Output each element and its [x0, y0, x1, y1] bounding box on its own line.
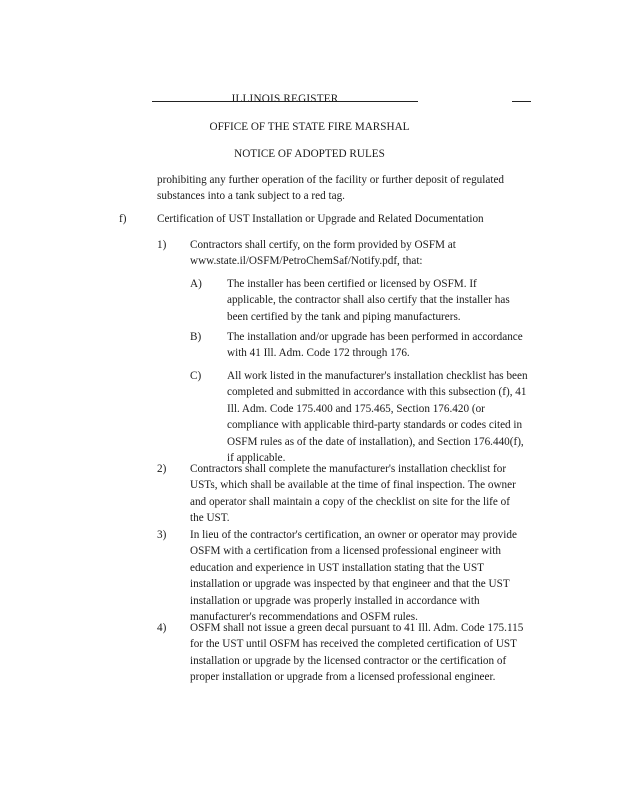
item-2-line: the UST.	[190, 512, 230, 525]
item-3-line: installation or upgrade was inspected by that engineer and that the UST	[190, 578, 510, 591]
item-3-line: installation or upgrade was properly installed in accordance with	[190, 594, 480, 607]
item-1c-line: All work listed in the manufacturer's installation checklist has been	[227, 370, 528, 382]
item-4-line: installation or upgrade by the licensed contractor or the certification of	[190, 654, 507, 667]
page-number-rule	[512, 101, 531, 102]
item-1c-line: compliance with applicable third-party standards or codes cited in	[227, 419, 523, 432]
item-1-line: www.state.il/OSFM/PetroChemSaf/Notify.pdf, that:	[190, 255, 423, 268]
item-3-line: In lieu of the contractor's certification, an owner or operator may provide	[190, 529, 517, 541]
item-1a-line: The installer has been certified or licensed by OSFM. If	[227, 278, 477, 290]
item-4-line: proper installation or upgrade from a licensed professional engineer.	[190, 671, 496, 684]
item-4-line: OSFM shall not issue a green decal pursuant to 41 Ill. Adm. Code 175.115	[190, 622, 524, 634]
notice-title: NOTICE OF ADOPTED RULES	[234, 148, 385, 160]
item-1a-line: applicable, the contractor shall also certify that the installer has	[227, 294, 510, 307]
office-title: OFFICE OF THE STATE FIRE MARSHAL	[209, 121, 410, 133]
item-1c-line: if applicable.	[227, 452, 286, 465]
item-4-line: for the UST until OSFM has received the completed certification of UST	[190, 638, 517, 651]
item-1c-label: C)	[190, 370, 202, 382]
item-1b-line: The installation and/or upgrade has been performed in accordance	[227, 331, 523, 343]
item-3-label: 3)	[157, 529, 167, 541]
item-1c-text	[227, 368, 528, 466]
item-3-line: education and experience in UST installation stating that the UST	[190, 561, 485, 574]
item-4-label: 4)	[157, 622, 167, 634]
item-1b-label: B)	[190, 331, 202, 343]
item-1c-line: Ill. Adm. Code 175.400 and 175.465, Section 176.420 (or	[227, 402, 485, 415]
item-1a-line: been certified by the tank and piping manufacturers.	[227, 310, 461, 323]
item-1b-line: with 41 Ill. Adm. Code 172 through 176.	[227, 347, 410, 360]
item-1c-line: completed and submitted in accordance with this subsection (f), 41	[227, 386, 527, 399]
section-f-title: Certification of UST Installation or Upgrade and Related Documentation	[157, 213, 484, 225]
item-1a-label: A)	[190, 278, 202, 290]
item-1b-text	[227, 329, 523, 362]
item-3-line: OSFM with a certification from a licensed professional engineer with	[190, 545, 501, 558]
register-title: ILLINOIS REGISTER	[231, 93, 339, 105]
item-2-line: Contractors shall complete the manufacturer's installation checklist for	[190, 463, 507, 475]
item-1a-text	[227, 276, 510, 325]
section-f-label: f)	[119, 213, 127, 225]
item-1-text	[190, 237, 456, 270]
item-4-text	[190, 620, 523, 686]
item-3-text	[190, 527, 517, 625]
header-rule	[152, 101, 418, 102]
item-1c-line: OSFM rules as of the date of installation), and Section 176.440(f),	[227, 435, 524, 448]
item-2-label: 2)	[157, 463, 167, 475]
intro-line: prohibiting any further operation of the facility or further deposit of regulated	[157, 174, 505, 186]
item-1-line: Contractors shall certify, on the form provided by OSFM at	[190, 239, 456, 251]
item-2-text	[190, 461, 516, 527]
item-3-line: manufacturer's recommendations and OSFM rules.	[190, 611, 418, 624]
item-1-label: 1)	[157, 239, 167, 251]
intro-line: substances into a tank subject to a red tag.	[157, 190, 345, 203]
intro-paragraph	[157, 172, 504, 205]
item-2-line: USTs, which shall be available at the time of final inspection. The owner	[190, 479, 516, 492]
item-2-line: and operator shall maintain a copy of the checklist on site for the life of	[190, 495, 510, 508]
